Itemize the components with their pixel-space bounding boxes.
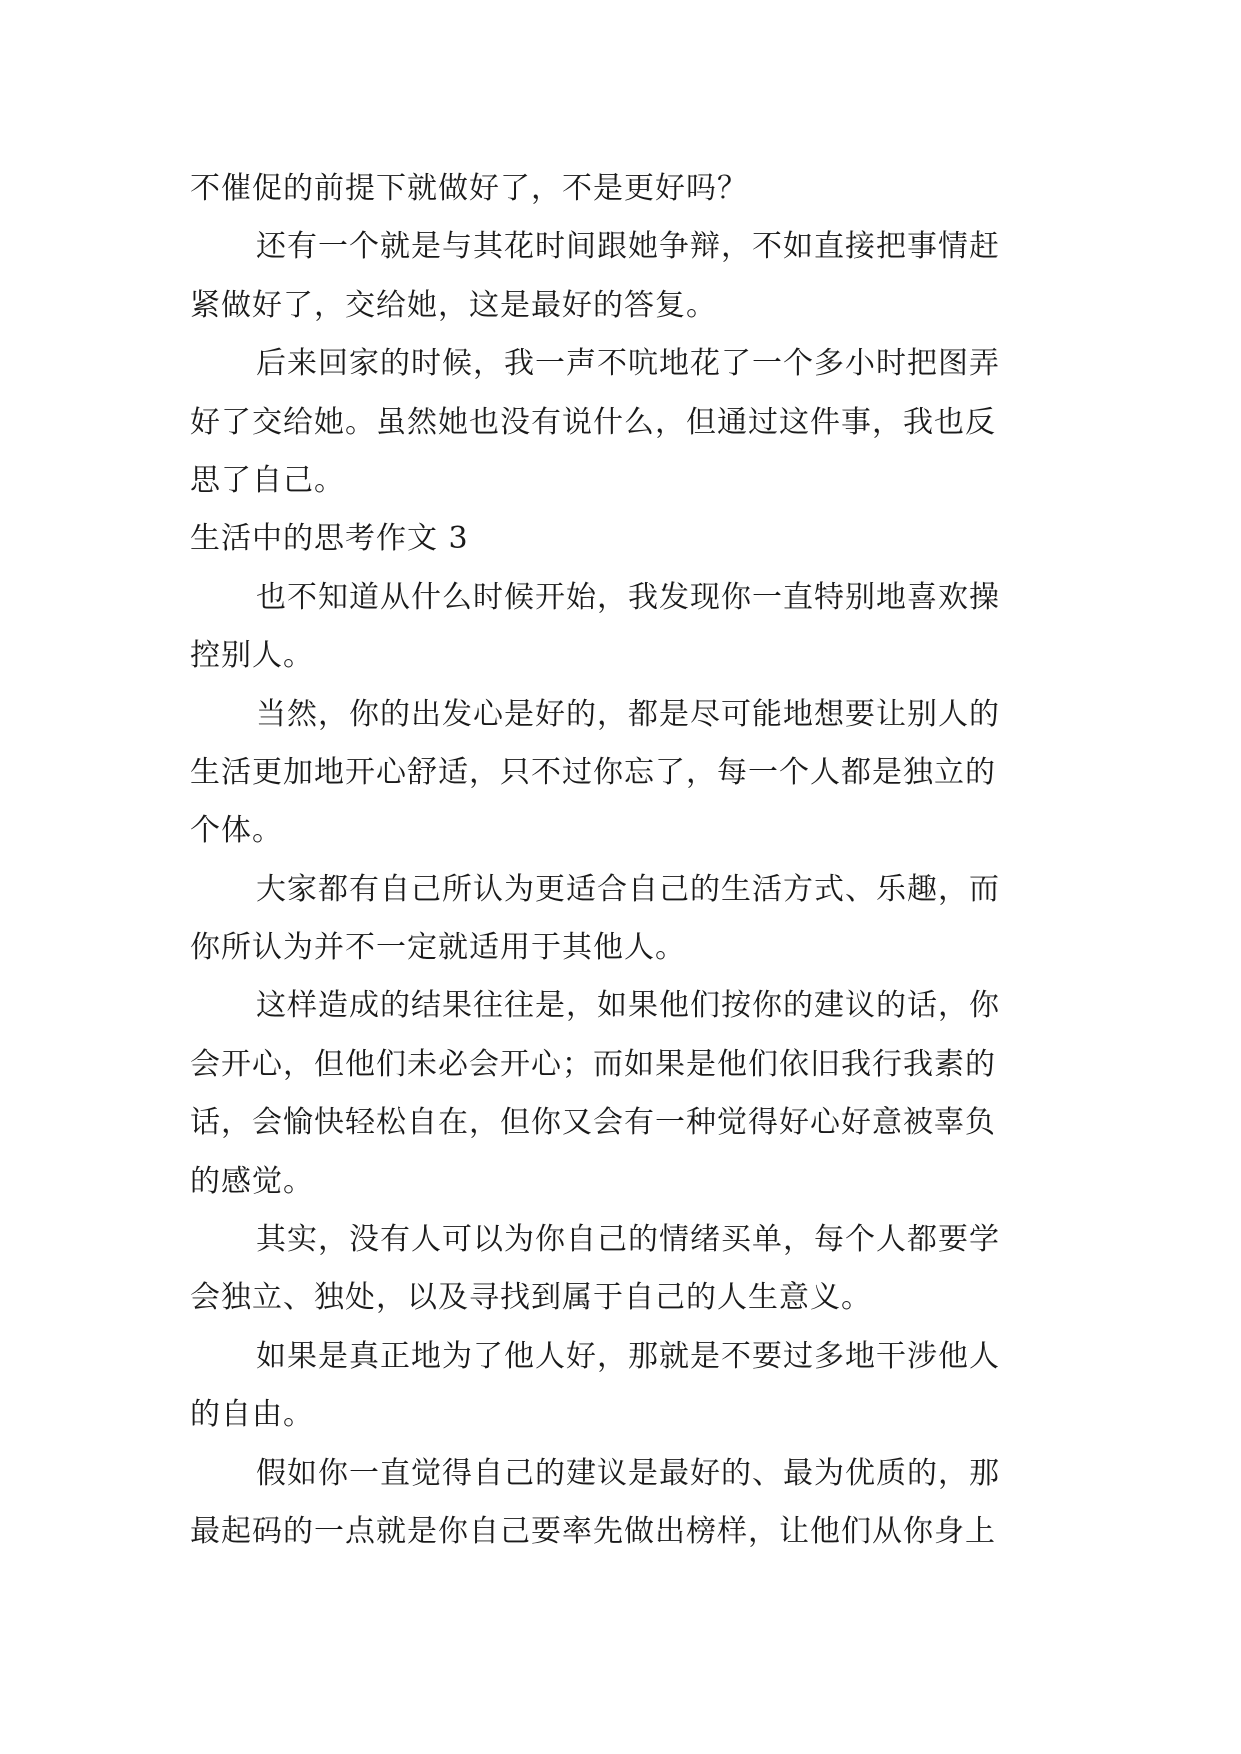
text-line: 会独立、独处，以及寻找到属于自己的人生意义。 [190, 1280, 872, 1316]
text-line: 最起码的一点就是你自己要率先做出榜样，让他们从你身上 [190, 1513, 996, 1549]
text-line: 的感觉。 [190, 1163, 314, 1199]
text-line: 话，会愉快轻松自在，但你又会有一种觉得好心好意被辜负 [190, 1105, 996, 1141]
text-line: 思了自己。 [190, 462, 345, 498]
section-heading: 生活中的思考作文 3 [190, 521, 469, 557]
paragraph-line: 其实，没有人可以为你自己的情绪买单，每个人都要学 [256, 1222, 1000, 1258]
paragraph-line: 假如你一直觉得自己的建议是最好的、最为优质的，那 [256, 1455, 1000, 1491]
text-line: 紧做好了，交给她，这是最好的答复。 [190, 287, 717, 323]
document-page [190, 160, 1056, 1561]
paragraph-line: 还有一个就是与其花时间跟她争辩，不如直接把事情赶 [256, 229, 1000, 265]
paragraph-line: 当然，你的出发心是好的，都是尽可能地想要让别人的 [256, 696, 1000, 732]
paragraph-line: 大家都有自己所认为更适合自己的生活方式、乐趣，而 [256, 871, 1000, 907]
text-line: 的自由。 [190, 1397, 314, 1433]
paragraph-line: 如果是真正地为了他人好，那就是不要过多地干涉他人 [256, 1338, 1000, 1374]
paragraph-line: 这样造成的结果往往是，如果他们按你的建议的话，你 [256, 988, 1000, 1024]
text-line: 生活更加地开心舒适，只不过你忘了，每一个人都是独立的 [190, 754, 996, 790]
text-line: 好了交给她。虽然她也没有说什么，但通过这件事，我也反 [190, 404, 996, 440]
text-line: 会开心，但他们未必会开心；而如果是他们依旧我行我素的 [190, 1046, 996, 1082]
text-line: 控别人。 [190, 638, 314, 674]
text-line: 不催促的前提下就做好了，不是更好吗？ [190, 171, 748, 206]
paragraph-line: 也不知道从什么时候开始，我发现你一直特别地喜欢操 [256, 579, 1000, 615]
paragraph-line: 后来回家的时候，我一声不吭地花了一个多小时把图弄 [256, 346, 1000, 382]
text-line: 个体。 [190, 813, 283, 849]
text-line: 你所认为并不一定就适用于其他人。 [190, 930, 686, 966]
